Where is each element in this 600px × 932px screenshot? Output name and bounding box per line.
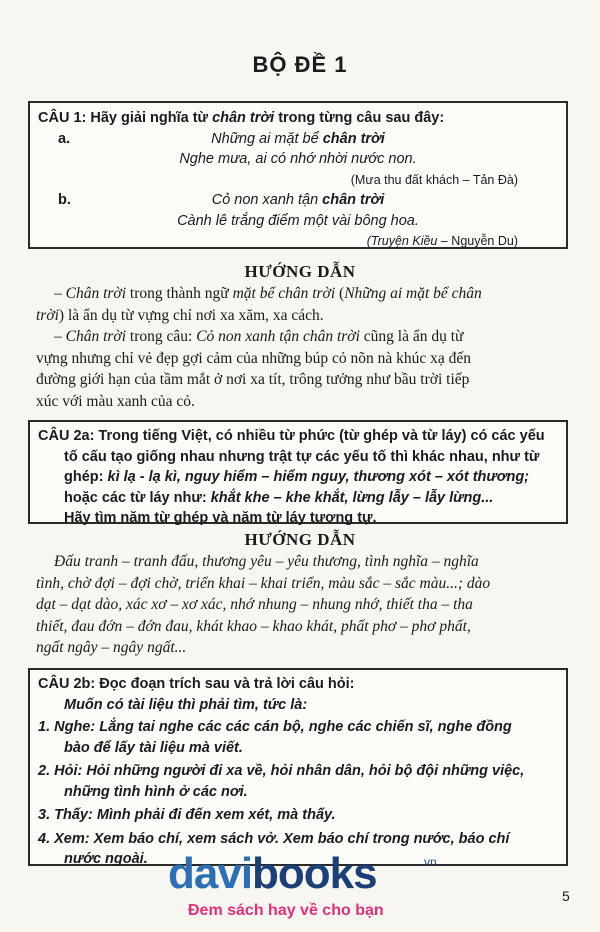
- q2a-examples-compound: kì lạ - lạ kì, nguy hiểm – hiểm nguy, thương xót – xót thương;: [107, 469, 530, 485]
- guide-2-heading: HƯỚNG DẪN: [244, 530, 356, 549]
- g1-p1-quote-end: trời: [36, 306, 59, 324]
- g1-p2-term: Chân trời: [65, 328, 127, 345]
- brand-logo-part-2: books: [252, 849, 377, 898]
- question-1-title-term: chân trời: [212, 110, 275, 126]
- brand-slogan: Đem sách hay về cho bạn: [188, 902, 384, 919]
- g2-line-2: tình, chờ đợi – đợi chờ, triển khai – khai triển, màu sắc – sắc màu...; dào: [36, 574, 491, 592]
- q2a-line-4-lead: hoặc các từ láy như:: [64, 489, 211, 506]
- g2-line-4: thiết, đau đớn – đớn đau, khát khao – khao khát, phất phơ – phơ phất,: [36, 617, 471, 635]
- q2a-line-5: Hãy tìm năm từ ghép và năm từ láy tương tự.: [64, 510, 377, 526]
- q2a-line-4: [38, 488, 558, 509]
- poem-b-source: [38, 231, 558, 252]
- poem-b-line-1: [38, 190, 558, 211]
- poem-b-source-author: – Nguyễn Du): [437, 234, 518, 248]
- g1-p2-dash: –: [54, 328, 66, 345]
- q2b-item-1-line-1: 1. Nghe: Lắng tai nghe các các cán bộ, nghe các chiến sĩ, nghe đồng: [38, 719, 512, 735]
- q2b-item-2-line-1: 2. Hỏi: Hỏi những người đi xa về, hỏi nhân dân, hỏi bộ đội những việc,: [38, 763, 525, 779]
- g1-p1-dash: –: [54, 285, 66, 302]
- page-title: BỘ ĐỀ 1: [252, 52, 348, 77]
- poem-b-line-1-text: Cỏ non xanh tận: [211, 192, 323, 208]
- poem-a-line-2: Nghe mưa, ai có nhớ nhời nước non.: [179, 151, 417, 167]
- q2b-intro: Muốn có tài liệu thì phải tìm, tức là:: [64, 696, 308, 713]
- g1-p2-quote: Cỏ non xanh tận chân trời: [196, 328, 360, 345]
- g2-line-1: Đấu tranh – tranh đấu, thương yêu – yêu thương, tình nghĩa – nghĩa: [54, 553, 479, 570]
- q2a-line-3-lead: ghép:: [64, 469, 108, 485]
- q2a-line-2: tố cấu tạo giống nhau nhưng trật tự các yếu tố thì khác nhau, như từ: [64, 448, 540, 465]
- poem-a-line-1-text: Những ai mặt bể: [211, 130, 323, 147]
- g1-p1-text-b: ) là ẩn dụ từ vựng chỉ nơi xa xăm, xa cách.: [58, 306, 324, 324]
- poem-a-label: a.: [58, 130, 71, 147]
- question-1-title-suffix: trong từng câu sau đây:: [274, 110, 445, 126]
- question-2a-box: [28, 420, 568, 524]
- q2b-item-2-line-2: những tình hình ở các nơi.: [64, 783, 248, 800]
- question-2b-box: [28, 668, 568, 866]
- question-1-title: [38, 108, 558, 129]
- q2a-line-1: CÂU 2a: Trong tiếng Việt, có nhiều từ phức (từ ghép và từ láy) có các yếu: [38, 428, 545, 444]
- brand-logo-part-1: davi: [168, 849, 253, 898]
- poem-b-line-2: Cành lê trắng điểm một vài bông hoa.: [177, 212, 419, 229]
- poem-b-term: chân trời: [322, 192, 385, 208]
- page-number: 5: [562, 888, 570, 904]
- poem-b-source-work: (Truyện Kiều: [366, 234, 438, 248]
- q2b-item-4-line-2: nước ngoài.: [64, 851, 148, 867]
- g1-p1-term: Chân trời: [65, 285, 127, 302]
- question-1-title-prefix: CÂU 1: Hãy giải nghĩa từ: [38, 110, 213, 126]
- g2-line-3: dạt – dạt dào, xác xơ – xơ xác, nhớ nhung – nhung nhớ, thiết tha – tha: [36, 596, 473, 613]
- q2b-item-1-line-2: bào để lấy tài liệu mà viết.: [64, 739, 243, 756]
- guide-1-paragraph-1: [36, 283, 568, 326]
- g1-p2-line-4: xúc với màu xanh của cỏ.: [36, 392, 195, 410]
- g1-p2-line-3: đường giới hạn của tầm mắt ở nơi xa tít, trông tưởng như bầu trời tiếp: [36, 371, 470, 388]
- g2-line-5: ngất ngây – ngây ngất...: [36, 639, 187, 656]
- poem-a-line-1: [38, 129, 558, 150]
- poem-a-source: (Mưa thu đất khách – Tản Đà): [350, 172, 518, 187]
- brand-logo: [168, 849, 377, 898]
- g1-p2-line-2: vựng nhưng chỉ vẻ đẹp gợi cảm của những búp cỏ nõn nà khúc xạ đến: [36, 349, 471, 367]
- poem-b-label: b.: [58, 192, 71, 208]
- poem-a-term: chân trời: [322, 130, 385, 147]
- q2b-item-3: 3. Thấy: Mình phải đi đến xem xét, mà thấy.: [38, 807, 336, 823]
- brand-logo-suffix: vn: [424, 855, 437, 869]
- guide-2-paragraph: [36, 551, 568, 659]
- g1-p1-quote: Những ai mặt bể chân: [344, 285, 482, 302]
- g1-p1-idiom: mặt bể chân trời: [232, 285, 336, 302]
- q2a-examples-reduplicative: khắt khe – khe khắt, lừng lẫy – lẫy lừng...: [210, 489, 494, 506]
- guide-1-paragraph-2: [36, 326, 568, 412]
- q2b-title: CÂU 2b: Đọc đoạn trích sau và trả lời câu hỏi:: [38, 676, 355, 692]
- guide-1-heading: HƯỚNG DẪN: [244, 262, 356, 281]
- g1-p2-text-b: cũng là ẩn dụ từ: [359, 328, 464, 345]
- question-1-box: [28, 101, 568, 249]
- q2b-item-4-line-1: 4. Xem: Xem báo chí, xem sách vở. Xem báo chí trong nước, báo chí: [38, 830, 510, 847]
- g1-p2-text-a: trong câu:: [126, 328, 197, 345]
- g1-p1-paren: (: [335, 285, 345, 302]
- g1-p1-text-a: trong thành ngữ: [126, 285, 233, 302]
- q2a-line-3: [38, 467, 558, 488]
